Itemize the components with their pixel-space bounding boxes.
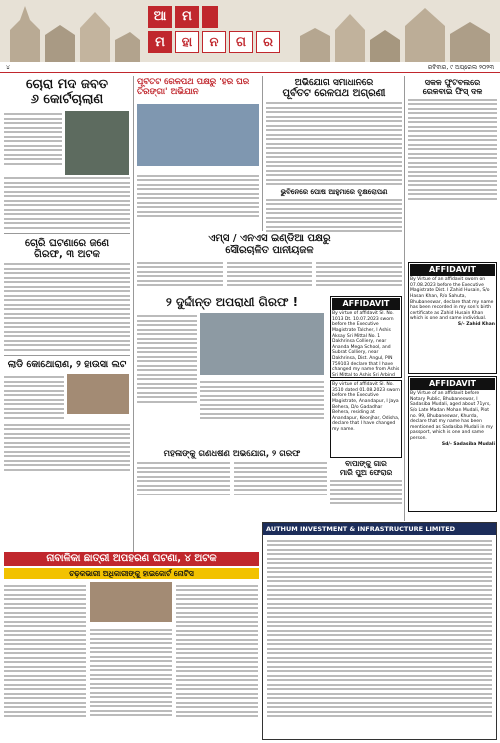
title-letter: ହା — [175, 31, 199, 53]
story-headline: ୬ କୋର୍ଟଚାଲାଣ — [30, 91, 104, 107]
story-photo — [65, 111, 129, 175]
story-body — [330, 480, 402, 505]
story-body — [4, 374, 64, 422]
affidavit-ad — [408, 376, 497, 512]
title-letter: ର — [256, 31, 280, 53]
assault-story — [137, 450, 327, 495]
affidavit-title: AFFIDAVIT — [410, 378, 495, 390]
story-subbanner: ଚଢ଼କଭାରୀ ଅଧିକାରୀଙ୍କୁ ହାଇକୋର୍ଟ ନୋଟିସ — [4, 568, 259, 579]
story-divider — [4, 233, 130, 234]
authum-ad-text — [263, 535, 496, 722]
newspaper-title — [148, 6, 280, 56]
story-headline: ଅଭିଯୋଗ ସମାଧାନରେ — [294, 78, 374, 88]
authum-ad-title: AUTHUM INVESTMENT & INFRASTRUCTURE LIMITED — [263, 523, 496, 535]
title-letter: ମ — [175, 6, 199, 28]
story-body — [137, 460, 230, 495]
left-column — [4, 78, 130, 548]
column-divider — [404, 76, 405, 521]
story-body — [90, 626, 172, 719]
story-body — [266, 199, 402, 233]
affidavit-text: By virtue of affidavit Sl. No. 3510 dated 01.08.2023 sworn before the Executive Magistrate, Anandapur, I Jaya Behera, D/o Gadadhar Behera, residing at Anandapur, Keonjhar, Odisha, declare that I have changed my name. — [332, 382, 400, 432]
story-headline: ଭୁବିନେରେ ପୋଷ ଆହୁମାରେ ବୃକ୍ଷରୋପଣ — [280, 188, 388, 197]
story-body — [4, 424, 130, 471]
football-story — [408, 78, 497, 258]
story-photo — [137, 104, 259, 166]
story-body — [137, 259, 223, 289]
affidavit-title: AFFIDAVIT — [332, 298, 400, 310]
title-letter: ଆ — [148, 6, 172, 28]
story-divider — [4, 355, 130, 356]
affidavit-signature: S/- Zahid Khan — [457, 322, 495, 327]
masthead — [0, 0, 500, 62]
title-letter — [202, 6, 218, 28]
story-headline: ମାରି ପୁଅ ଫେରାର — [339, 467, 393, 477]
story-body — [408, 99, 497, 200]
story-headline: ସକଳ ଫୁଟବଲରେ — [424, 78, 481, 87]
story-body — [316, 259, 402, 289]
story-headline: ୨ ଦୁର୍ଦ୍ଦାନ୍ତ ଅପରାଧୀ ଗିରଫ ! — [165, 296, 299, 309]
story-body — [176, 582, 258, 732]
story-body — [4, 263, 130, 351]
column-divider — [262, 76, 263, 231]
story-headline: ମହିଳାଙ୍କୁ ଗଣଧର୍ଷଣ ଅଭିଯୋଗ, ୨ ଗିରଫ — [163, 450, 301, 459]
affidavit-signature: Sd/- Sadasiba Mudali — [441, 441, 495, 447]
issue-date: ରବିବାର, ୯ ଅପ୍ରେଲ ୨୦୨୩ — [427, 64, 494, 71]
title-letter: ଗ — [229, 31, 253, 53]
story-headline: ସୌରଚାଳିତ ପାନୀୟଜଳ — [225, 244, 314, 256]
story-body — [137, 313, 197, 437]
title-letter: ମ — [148, 31, 172, 53]
story-headline: ବାପାଙ୍କୁ ଗାର — [345, 460, 387, 468]
affidavit-text: By virtue of affidavit Sl. No. 1013 Dt. 10.07.2023 sworn before the Executive Magistrate Talcher, I Ashis Aksay Sri Mittal No. 1 Dakhrinsa Colliery, near Ananda Mega School, and Subrat Colliery, near Dakhrinsa, Dist. Angul, PIN 759103 declare that I have changed my name from Ashis Sri Mittal to Ashis Sri Arbind — [332, 311, 400, 378]
abduction-story — [4, 582, 259, 740]
story-body — [4, 111, 62, 175]
story-body — [4, 582, 86, 732]
story-body — [137, 172, 259, 220]
crime-story — [137, 296, 327, 446]
dateline — [0, 63, 500, 73]
affidavit-ad — [330, 380, 402, 458]
story-headline: ପୂର୍ବତଟ ରେଳପଥ ଅଗ୍ରଣୀ — [282, 88, 386, 100]
story-body — [4, 177, 130, 229]
page-number: ୪ — [6, 64, 10, 71]
story-body — [227, 259, 313, 289]
father-story — [330, 460, 402, 520]
affidavit-text: By Virtue of an affidavit sworn on 07.08.2023 before the Executive Magistrate Dist. I Zahid Husain, S/o Hasan Khan, R/o Sahuta, Bhubaneswar, declare that my name has been recorded in my son's birth certificate as Zahid Husain Khan which is one and same individual. — [410, 277, 494, 322]
story-body — [266, 102, 402, 185]
story-headline: ଗିରଫ, ୩ ଅଟକ — [34, 249, 100, 261]
spacer — [266, 200, 268, 202]
story-banner: ନାବାଳିକା ଛାତ୍ରୀ ଅପହରଣ ଘଟଣା, ୪ ଅଟକ — [4, 552, 259, 566]
story-photo — [200, 313, 324, 375]
story-headline: ଚୋରା ମଦ ଜବତ — [25, 78, 109, 92]
column-divider — [133, 76, 134, 552]
story-photo — [90, 582, 172, 622]
story-body — [234, 460, 327, 495]
affidavit-title: AFFIDAVIT — [410, 264, 495, 276]
affidavit-ad — [330, 296, 402, 378]
tiranga-story — [137, 78, 259, 228]
story-headline: ରେଳବାଇ ଫିସ୍ ଦଳ — [422, 87, 483, 97]
story-headline: ଲାଡି କୋଥୋରାଣ, ୨ ହାଉସା ଲଟ — [7, 358, 127, 370]
title-letter: ନ — [202, 31, 226, 53]
affidavit-ad — [408, 262, 497, 374]
solar-story — [137, 233, 402, 293]
story-headline: ଏମ୍ସ / ଏନଏସ ଇଣ୍ଡିଆ ପକ୍ଷରୁ — [208, 233, 331, 244]
story-headline: ଚୋରି ଘଟଣାରେ ଜଣେ — [24, 237, 110, 249]
story-headline: ପୂର୍ବତଟ ରେଳପଥ ପକ୍ଷରୁ 'ହର ଘର ତିରଙ୍ଗା' ଅଭିଯାନ — [137, 78, 250, 97]
story-body — [200, 379, 324, 422]
authum-ad — [262, 522, 497, 740]
affidavit-text: By Virtue of an affidavit before Notary Public, Bhubaneswar, I Sadasiba Mudali, aged about 71yrs, S/o Late Madan Mohan Mudali, Plot no. 99, Bhubaneswar, Khurda, declare that my name has been mentioned as Sadasiba Mudali in my passport, which is one and same person. — [410, 391, 493, 441]
story-photo — [67, 374, 129, 414]
